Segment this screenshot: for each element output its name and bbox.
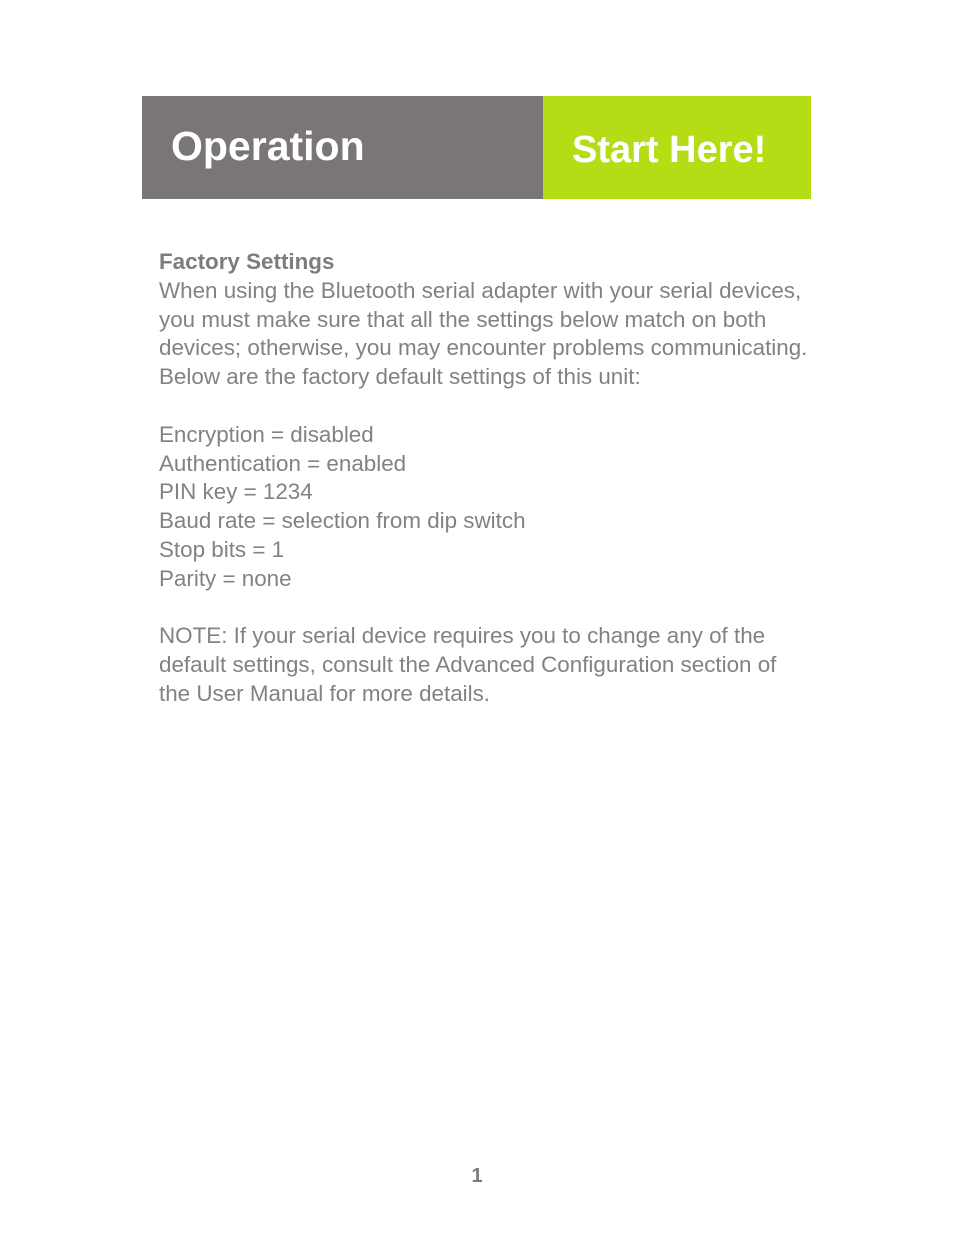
header-title-panel: [142, 96, 543, 199]
setting-pin-key: PIN key = 1234: [159, 479, 313, 505]
setting-stop-bits: Stop bits = 1: [159, 536, 285, 562]
page-title: Operation: [171, 123, 365, 169]
page-number: 1: [471, 1165, 483, 1187]
setting-parity: Parity = none: [159, 565, 292, 591]
spacer: [159, 392, 859, 421]
setting-encryption: Encryption = disabled: [159, 421, 374, 447]
note-line: NOTE: If your serial device requires you to change any of the: [159, 623, 766, 649]
note-line: the User Manual for more details.: [159, 680, 491, 706]
page-header: [142, 96, 811, 199]
note-paragraph: [159, 622, 859, 708]
intro-line: When using the Bluetooth serial adapter with your serial devices,: [159, 277, 802, 303]
main-content: [159, 248, 859, 709]
spacer: [159, 594, 859, 623]
start-here-badge: Start Here!: [572, 129, 767, 171]
intro-line: you must make sure that all the settings below match on both: [159, 306, 767, 332]
intro-paragraph: [159, 277, 859, 392]
section-heading: Factory Settings: [159, 249, 335, 274]
intro-line: Below are the factory default settings of this unit:: [159, 364, 641, 390]
header-badge-panel: [543, 96, 811, 199]
setting-baud-rate: Baud rate = selection from dip switch: [159, 508, 526, 534]
settings-list: [159, 421, 859, 594]
intro-line: devices; otherwise, you may encounter problems communicating.: [159, 335, 808, 361]
setting-authentication: Authentication = enabled: [159, 450, 407, 476]
note-line: default settings, consult the Advanced Configuration section of: [159, 652, 777, 678]
